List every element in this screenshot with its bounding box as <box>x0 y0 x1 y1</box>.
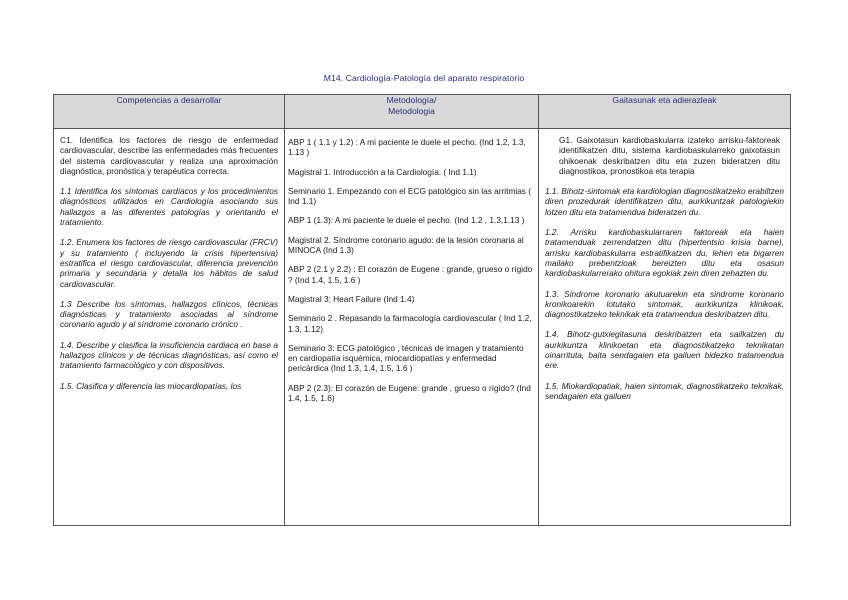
method-seminario1: Seminario 1. Empezando con el ECG patológico sin las arritmias ( Ind 1.1) <box>288 185 532 207</box>
indicator-1-5: 1.5. Clasifica y diferencia las miocardiopatías, los <box>60 380 242 391</box>
method-abp2-3: ABP 2 (2.3): El corazón de Eugene: grande , grueso o rígido? (Ind 1.4, 1.5, 1.6) <box>288 382 531 404</box>
metodologia-cell <box>285 129 539 526</box>
method-seminario2: Seminario 2 . Repasando la farmacología cardiovascular ( Ind 1.2, 1.3, 1.12) <box>288 313 532 334</box>
method-seminario3: Seminario 3: ECG patológico , técnicas de imagen y tratamiento en cardiopatía isquémica, miocardiopatías y enfermedad pericárdica (Ind 1.3, 1.4, 1.5, 1.6 ) <box>288 342 524 374</box>
indicator-1-2: 1.2. Enumera los factores de riesgo cardiovascular (FRCV) y su tratamiento ( incluyendo la crisis hipertensiva) estratifica el riesgo cardiovascular, diferencia prevención primaria y secundaria y detalla los hábitos de salud cardiovascular. <box>60 237 278 289</box>
method-abp2: ABP 2 (2.1 y 2.2) : El corazón de Eugene : grande, grueso o rígido ? (Ind 1.4, 1.5, 1.6 ) <box>288 264 533 285</box>
adierazle-1-5: 1.5. Miokardiopatiak, haien sintomak, diagnostikatzeko teknikak, sendagaien eta gailuen <box>545 380 784 401</box>
gaitasunak-cell <box>539 129 791 526</box>
document-title: M14. Cardiología-Patología del aparato respiratorio <box>323 73 525 83</box>
adierazle-1-3: 1.3. Sindrome koronario akutuarekin eta sindrome koronario kronikoarekin lotutako sintomak, aurkikuntza klinikoak, diagnostikatzeko teknikak eta tratamendua deskribatzen ditu. <box>545 288 784 320</box>
adierazle-1-4: 1.4. Bihotz-gutxiegitasuna deskribatzen eta sailkatzen du aurkikuntza klinikoetan eta diagnostikatzeko teknikatan oinarrituta, baita sendagaien eta gailuen bidezko tratamendua ere. <box>545 329 784 371</box>
competencias-cell <box>54 129 285 526</box>
method-abp1: ABP 1 ( 1.1 y 1.2) : A mi paciente le duele el pecho. (Ind 1.2, 1.3, 1.13 ) <box>288 137 526 158</box>
method-magistral3: Magistral 3: Heart Failure (Ind 1.4) <box>288 293 415 304</box>
header-competencias: Competencias a desarrollar <box>54 95 285 129</box>
method-magistral2: Magistral 2. Síndrome coronario agudo: de la lesión coronaria al MINOCA (Ind 1.3) <box>288 234 524 256</box>
adierazle-1-1: 1.1. Bihotz-sintomak eta kardiologian diagnostikatzeko erabiltzen diren prozedurak identifikatzen ditu, aurkikuntzak patologiekin lotzen ditu eta tratamendua bideratzen du. <box>545 186 784 217</box>
adierazle-1-2: 1.2. Arrisku kardiobaskularraren faktoreak eta haien tratamenduak zerrendatzen ditu (hipertentsio krisia barne), arrisku kardiobaskularra estratifikatzen du, lehen eta bigarren mailako prebentzioak bereizten ditu eta osasun kardiobaskularrerako ohitura egokiak zein diren zehazten du. <box>545 227 784 279</box>
header-metodologia <box>285 95 539 129</box>
header-metodologia-es: Metodología/ <box>386 95 437 105</box>
competency-c1: C1. Identifica los factores de riesgo de enfermedad cardiovascular, describe las enfermedades más frecuentes del sistema cardiovascular y realiza una aproximación diagnóstica, pronóstica y terapéutica correcta. <box>60 135 278 176</box>
competencies-table <box>53 94 791 526</box>
header-metodologia-eu: Metodologia <box>388 106 435 116</box>
indicator-1-1: 1.1 Identifica los síntomas cardíacos y los procedimientos diagnósticos utilizados en Cardiología asociando sus hallazgos a las diferentes patologías y orientando el tratamiento. <box>60 186 278 228</box>
gaitasun-g1: G1. Gaixotasun kardiobaskularra izateko arrisku-faktoreak identifikatzen ditu, sistema kardiobaskularreko gaixotasun ohikoenak deskribatzen ditu eta zuzen bideratzen ditu diagnostikoa, pronostikoa eta terapia <box>559 135 780 176</box>
header-gaitasunak: Gaitasunak eta adierazleak <box>539 95 791 129</box>
method-abp1-3: ABP 1 (1.3): A mi paciente le duele el pecho. (Ind 1.2 , 1.3,1.13 ) <box>288 215 525 226</box>
indicator-1-4: 1.4. Describe y clasifica la insuficiencia cardiaca en base a hallazgos clínicos y de técnicas diagnósticas, así como el tratamiento farmacológico y con dispositivos. <box>60 339 278 371</box>
indicator-1-3: 1.3 Describe los síntomas, hallazgos clínicos, técnicas diagnósticas y tratamiento asociadas al síndrome coronario agudo y al síndrome coronario crónico . <box>60 298 278 330</box>
method-magistral1: Magistral 1. Introducción a la Cardiología. ( Ind 1.1) <box>288 166 477 177</box>
